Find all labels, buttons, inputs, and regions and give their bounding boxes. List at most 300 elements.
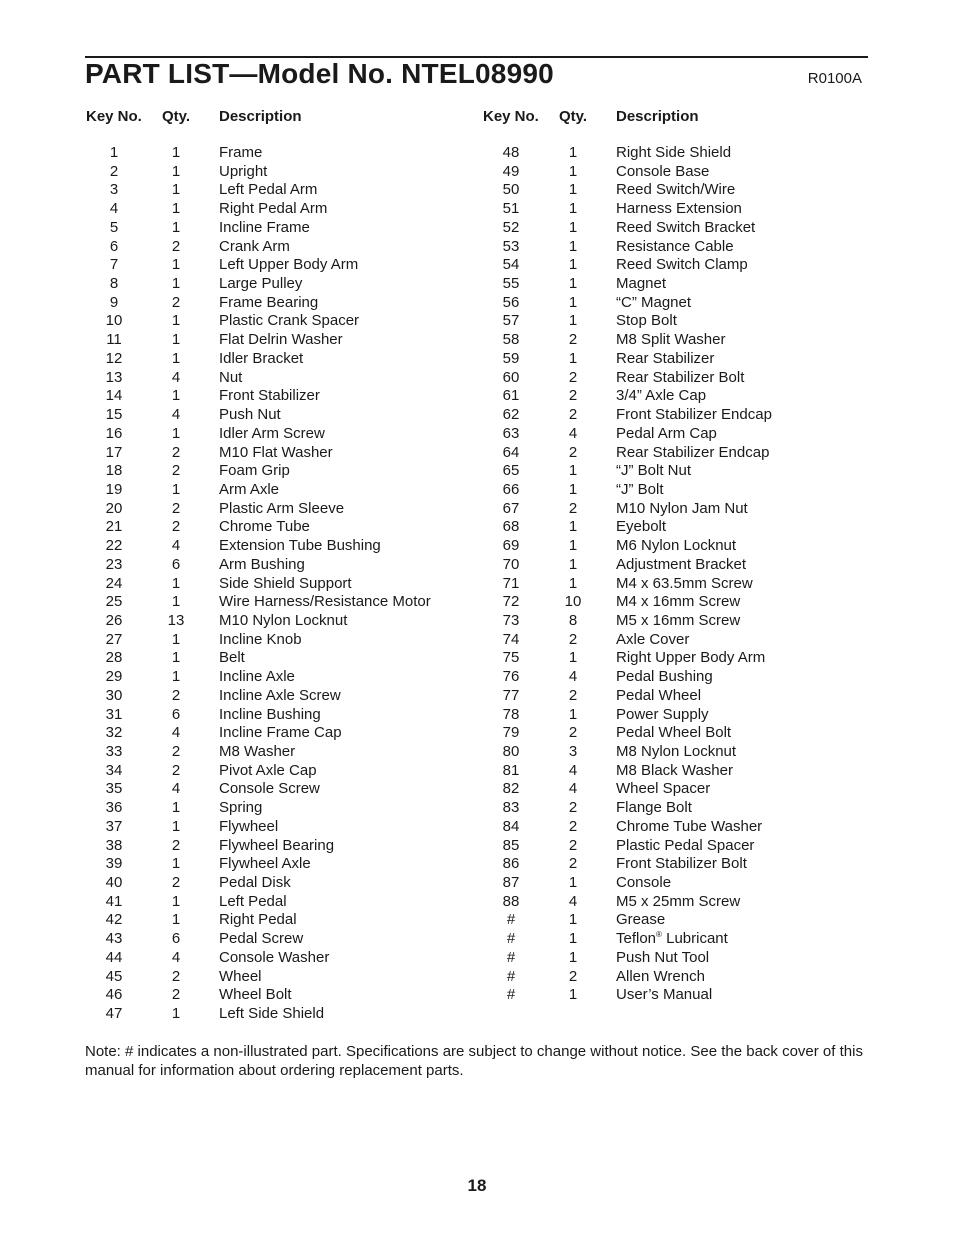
part-description-text: Front Stabilizer Bolt xyxy=(616,855,747,873)
part-description-text: Front Stabilizer xyxy=(219,387,320,405)
part-description-text: Incline Frame xyxy=(219,218,310,236)
part-qty: 4 xyxy=(568,892,578,910)
part-description-text: M8 Nylon Locknut xyxy=(616,743,737,760)
part-qty: 1 xyxy=(568,930,578,948)
part-key-no: 49 xyxy=(502,162,520,180)
part-qty: 1 xyxy=(568,518,578,536)
part-key-no: 62 xyxy=(502,406,520,424)
part-key-no: 83 xyxy=(502,799,520,817)
part-description xyxy=(219,556,305,575)
part-qty: 2 xyxy=(568,836,578,854)
part-qty: 1 xyxy=(568,948,578,966)
part-qty: 1 xyxy=(171,424,181,442)
part-description-text: Flat Delrin Washer xyxy=(219,331,343,349)
part-key-no: 43 xyxy=(105,930,123,948)
part-qty: 2 xyxy=(171,237,181,255)
part-description xyxy=(219,163,267,182)
part-description xyxy=(219,593,431,612)
part-key-no: 36 xyxy=(105,799,123,817)
part-description-text: Adjustment Bracket xyxy=(616,555,747,573)
part-description xyxy=(616,200,742,219)
part-qty: 1 xyxy=(568,649,578,667)
part-key-no: 51 xyxy=(502,200,520,218)
part-key-no: 70 xyxy=(502,555,520,573)
page-number: 18 xyxy=(467,1176,487,1195)
part-description xyxy=(616,818,762,837)
part-qty: 1 xyxy=(171,630,181,648)
part-qty: 1 xyxy=(171,480,181,498)
part-qty: 2 xyxy=(568,686,578,704)
part-description xyxy=(219,275,302,294)
part-description xyxy=(616,780,710,799)
part-qty: 2 xyxy=(568,967,578,985)
part-description-text: M10 Nylon Locknut xyxy=(219,611,348,629)
part-description xyxy=(616,181,735,200)
part-qty: 4 xyxy=(171,537,181,555)
part-qty: 1 xyxy=(171,574,181,592)
part-key-no: 54 xyxy=(502,256,520,274)
part-description-text: Incline Bushing xyxy=(219,705,321,723)
part-description-text: Reed Switch Clamp xyxy=(616,256,748,274)
part-qty: 1 xyxy=(171,799,181,817)
part-key-no: 35 xyxy=(105,780,123,798)
part-description xyxy=(616,425,717,444)
part-description xyxy=(219,369,242,388)
part-description xyxy=(219,537,381,556)
part-key-no: 60 xyxy=(502,368,520,386)
part-key-no: 22 xyxy=(105,537,123,555)
part-description xyxy=(219,481,279,500)
part-description-text: Wheel xyxy=(219,967,262,985)
part-qty: 1 xyxy=(171,275,181,293)
part-description xyxy=(219,855,311,874)
part-description xyxy=(616,986,712,1005)
part-description xyxy=(219,724,342,743)
part-key-no: 13 xyxy=(105,368,123,386)
part-description-text: M10 Nylon Jam Nut xyxy=(616,499,748,517)
part-description-text: Wheel Bolt xyxy=(219,986,292,1004)
part-description-text: 3/4” Axle Cap xyxy=(616,387,707,405)
part-qty: 1 xyxy=(568,986,578,1004)
part-key-no: 19 xyxy=(105,480,123,498)
part-description-text: Grease xyxy=(616,911,666,929)
part-qty: 1 xyxy=(171,892,181,910)
part-description xyxy=(219,780,320,799)
part-key-no: 23 xyxy=(105,555,123,573)
part-description-text: Eyebolt xyxy=(616,518,667,536)
part-description-text: Console Washer xyxy=(219,948,330,966)
part-description-text: Incline Frame Cap xyxy=(219,724,342,742)
part-description-text: Magnet xyxy=(616,275,667,293)
part-key-no: # xyxy=(506,948,516,966)
part-description-text: Arm Axle xyxy=(219,480,280,498)
part-description xyxy=(616,219,755,238)
part-description-text: Rear Stabilizer xyxy=(616,349,715,367)
part-description-text: Left Pedal xyxy=(219,892,287,910)
header-qty-left: Qty. xyxy=(162,108,191,125)
part-qty: 2 xyxy=(568,406,578,424)
part-qty: 2 xyxy=(568,630,578,648)
part-description xyxy=(616,874,671,893)
part-description xyxy=(219,406,281,425)
part-key-no: 86 xyxy=(502,855,520,873)
part-qty: 2 xyxy=(171,743,181,760)
part-description xyxy=(219,500,344,519)
part-description-text: Pedal Wheel Bolt xyxy=(616,724,732,742)
part-key-no: 84 xyxy=(502,817,520,835)
part-description-text: “J” Bolt Nut xyxy=(616,462,692,480)
part-description-text: Front Stabilizer Endcap xyxy=(616,406,772,424)
part-key-no: 9 xyxy=(109,293,119,311)
part-description-text: M4 x 16mm Screw xyxy=(616,593,741,611)
part-key-no: 65 xyxy=(502,462,520,480)
part-qty: 2 xyxy=(568,331,578,349)
part-key-no: 88 xyxy=(502,892,520,910)
part-qty: 1 xyxy=(568,462,578,480)
part-description xyxy=(219,762,317,781)
part-description xyxy=(219,818,278,837)
part-key-no: 4 xyxy=(109,200,119,218)
part-description xyxy=(616,631,689,650)
part-qty: 1 xyxy=(568,162,578,180)
part-qty: 1 xyxy=(171,649,181,667)
part-description-text: “J” Bolt xyxy=(616,480,664,498)
part-description-text: Axle Cover xyxy=(616,630,690,648)
part-description xyxy=(219,518,310,537)
part-description xyxy=(219,575,352,594)
part-key-no: 26 xyxy=(105,611,123,629)
part-description xyxy=(219,350,303,369)
part-description xyxy=(219,387,320,406)
part-description xyxy=(219,462,290,481)
part-qty: 13 xyxy=(167,611,185,629)
part-qty: 2 xyxy=(171,293,181,311)
part-description xyxy=(616,668,713,687)
part-qty: 4 xyxy=(568,424,578,442)
part-description xyxy=(616,294,691,313)
document-code: R0100A xyxy=(807,70,862,87)
part-description xyxy=(219,219,310,238)
part-description xyxy=(616,500,748,519)
part-qty: 2 xyxy=(568,817,578,835)
part-description-text: Stop Bolt xyxy=(616,312,677,330)
part-qty: 2 xyxy=(171,686,181,704)
part-qty: 2 xyxy=(171,499,181,517)
part-description xyxy=(616,593,740,612)
header-description-left: Description xyxy=(219,108,302,125)
part-description-text: Pedal Bushing xyxy=(616,668,713,686)
part-description-text: User’s Manual xyxy=(616,986,713,1004)
part-qty: 3 xyxy=(568,743,578,760)
part-qty: 4 xyxy=(568,761,578,779)
part-description xyxy=(219,144,262,163)
part-key-no: 57 xyxy=(502,312,520,330)
part-key-no: 14 xyxy=(105,387,123,405)
part-description xyxy=(219,687,341,706)
part-description xyxy=(616,256,748,275)
part-description xyxy=(219,874,291,893)
part-description-text: Chrome Tube Washer xyxy=(616,817,763,835)
part-key-no: 27 xyxy=(105,630,123,648)
part-description xyxy=(219,331,343,350)
part-key-no: 45 xyxy=(105,967,123,985)
part-key-no: 75 xyxy=(502,649,520,667)
part-qty: 1 xyxy=(171,312,181,330)
part-qty: 10 xyxy=(564,593,582,611)
part-description xyxy=(219,949,329,968)
part-qty: 1 xyxy=(171,593,181,611)
part-key-no: 53 xyxy=(502,237,520,255)
part-qty: 1 xyxy=(171,218,181,236)
part-key-no: 68 xyxy=(502,518,520,536)
part-description-text: Idler Arm Screw xyxy=(219,424,325,442)
part-description-text: Wire Harness/Resistance Motor xyxy=(219,593,431,611)
part-key-no: 77 xyxy=(502,686,520,704)
part-key-no: 6 xyxy=(109,237,119,255)
part-description xyxy=(219,911,297,930)
part-key-no: 48 xyxy=(502,144,520,161)
part-description xyxy=(616,312,677,331)
part-qty: 6 xyxy=(171,555,181,573)
part-description xyxy=(616,350,714,369)
part-description xyxy=(616,575,753,594)
part-description-text: Reed Switch/Wire xyxy=(616,181,736,199)
part-description-text: Left Upper Body Arm xyxy=(219,256,359,274)
part-description xyxy=(219,200,327,219)
part-description xyxy=(616,762,733,781)
part-description-text: Foam Grip xyxy=(219,462,290,480)
part-qty: 1 xyxy=(568,200,578,218)
part-key-no: 55 xyxy=(502,275,520,293)
page-title: PART LIST—Model No. NTEL08990 xyxy=(85,58,554,89)
part-description-text: Right Pedal xyxy=(219,911,297,929)
part-description-text: Pedal Arm Cap xyxy=(616,424,717,442)
part-description-text: Console Base xyxy=(616,162,710,180)
part-description xyxy=(616,518,666,537)
part-description xyxy=(616,462,691,481)
part-description-text: Belt xyxy=(219,649,245,667)
part-qty: 2 xyxy=(171,761,181,779)
header-qty-right: Qty. xyxy=(559,108,588,125)
part-description xyxy=(616,949,709,968)
part-description-text: Nut xyxy=(219,368,243,386)
part-key-no: 52 xyxy=(502,218,520,236)
part-description-text: “C” Magnet xyxy=(616,293,692,311)
part-key-no: 33 xyxy=(105,743,123,760)
part-qty: 1 xyxy=(568,293,578,311)
part-description xyxy=(219,631,302,650)
part-key-no: 80 xyxy=(502,743,520,760)
part-key-no: 32 xyxy=(105,724,123,742)
part-key-no: 41 xyxy=(105,892,123,910)
part-description-text: Plastic Arm Sleeve xyxy=(219,499,345,517)
part-qty: 2 xyxy=(568,724,578,742)
part-qty: 1 xyxy=(171,387,181,405)
part-description xyxy=(219,444,333,463)
part-key-no: # xyxy=(506,930,516,948)
part-qty: 2 xyxy=(568,855,578,873)
part-qty: 4 xyxy=(568,668,578,686)
part-description-text: Flywheel Axle xyxy=(219,855,311,873)
part-description-text: Idler Bracket xyxy=(219,349,304,367)
part-key-no: 58 xyxy=(502,331,520,349)
part-key-no: 8 xyxy=(109,275,119,293)
part-description xyxy=(616,387,706,406)
part-qty: 1 xyxy=(171,668,181,686)
part-description-text: Console xyxy=(616,874,672,892)
part-qty: 1 xyxy=(171,855,181,873)
part-key-no: 85 xyxy=(502,836,520,854)
part-description-text: M8 Split Washer xyxy=(616,331,726,349)
part-description-text: Right Upper Body Arm xyxy=(616,649,766,667)
part-key-no: 37 xyxy=(105,817,123,835)
part-description xyxy=(616,893,740,912)
part-description-text: Plastic Crank Spacer xyxy=(219,312,360,330)
part-key-no: 69 xyxy=(502,537,520,555)
part-key-no: # xyxy=(506,986,516,1004)
header-description-right: Description xyxy=(616,108,699,125)
part-key-no: 25 xyxy=(105,593,123,611)
part-description-text: Flywheel xyxy=(219,817,279,835)
part-description xyxy=(616,911,665,930)
part-key-no: 3 xyxy=(109,181,119,199)
part-key-no: 47 xyxy=(105,1005,123,1023)
part-key-no: 20 xyxy=(105,499,123,517)
part-key-no: 38 xyxy=(105,836,123,854)
part-qty: 4 xyxy=(171,948,181,966)
part-description xyxy=(219,986,292,1005)
part-description-text: Upright xyxy=(219,162,268,180)
part-description-text: Rear Stabilizer Bolt xyxy=(616,368,745,386)
part-qty: 6 xyxy=(171,930,181,948)
part-key-no: 21 xyxy=(105,518,123,536)
part-description xyxy=(616,238,734,257)
part-key-no: 67 xyxy=(502,499,520,517)
part-description-text: Resistance Cable xyxy=(616,237,734,255)
part-description-text: Incline Knob xyxy=(219,630,302,648)
part-qty: 1 xyxy=(568,555,578,573)
part-description-text: Flange Bolt xyxy=(616,799,692,817)
part-key-no: 15 xyxy=(105,406,123,424)
part-key-no: 74 xyxy=(502,630,520,648)
part-key-no: 17 xyxy=(105,443,123,461)
part-description xyxy=(616,706,709,725)
part-key-no: 2 xyxy=(109,162,119,180)
part-description-text: M8 Black Washer xyxy=(616,761,733,779)
part-description-text: Incline Axle Screw xyxy=(219,686,341,704)
part-description-text: Left Side Shield xyxy=(219,1005,325,1023)
registered-mark: ® xyxy=(656,930,662,940)
part-qty: 2 xyxy=(171,874,181,892)
part-key-no: 40 xyxy=(105,874,123,892)
part-description-text: Left Pedal Arm xyxy=(219,181,318,199)
part-qty: 1 xyxy=(171,911,181,929)
part-description xyxy=(616,799,692,818)
part-key-no: 5 xyxy=(109,218,119,236)
part-description xyxy=(616,968,705,987)
part-qty: 1 xyxy=(171,1005,181,1023)
part-qty: 6 xyxy=(171,705,181,723)
part-key-no: 66 xyxy=(502,480,520,498)
part-qty: 2 xyxy=(171,443,181,461)
part-key-no: 12 xyxy=(105,349,123,367)
part-qty: 1 xyxy=(568,181,578,199)
part-qty: 2 xyxy=(568,368,578,386)
part-qty: 1 xyxy=(171,349,181,367)
part-description xyxy=(616,687,701,706)
part-description xyxy=(616,724,731,743)
part-key-no: 50 xyxy=(502,181,520,199)
part-key-no: 44 xyxy=(105,948,123,966)
part-qty: 2 xyxy=(568,499,578,517)
part-description-text: M10 Flat Washer xyxy=(219,443,333,461)
part-description xyxy=(219,256,358,275)
part-qty: 2 xyxy=(171,518,181,536)
part-qty: 2 xyxy=(568,443,578,461)
part-qty: 1 xyxy=(568,480,578,498)
part-description xyxy=(616,743,736,762)
part-description-text: M5 x 25mm Screw xyxy=(616,892,741,910)
part-description-text: Power Supply xyxy=(616,705,709,723)
part-key-no: 1 xyxy=(109,144,119,161)
part-description xyxy=(616,649,765,668)
part-description xyxy=(616,275,666,294)
part-description xyxy=(616,537,736,556)
part-qty: 1 xyxy=(568,537,578,555)
part-key-no: 29 xyxy=(105,668,123,686)
part-description xyxy=(219,612,347,631)
part-key-no: 59 xyxy=(502,349,520,367)
part-key-no: 30 xyxy=(105,686,123,704)
part-description xyxy=(219,799,262,818)
part-key-no: 24 xyxy=(105,574,123,592)
part-qty: 1 xyxy=(568,574,578,592)
part-key-no: 81 xyxy=(502,761,520,779)
part-description-text: Rear Stabilizer Endcap xyxy=(616,443,770,461)
part-description-text: M4 x 63.5mm Screw xyxy=(616,574,753,592)
part-key-no: 82 xyxy=(502,780,520,798)
part-qty: 2 xyxy=(171,986,181,1004)
part-key-no: 73 xyxy=(502,611,520,629)
part-description xyxy=(616,855,747,874)
part-qty: 1 xyxy=(568,256,578,274)
part-key-no: 46 xyxy=(105,986,123,1004)
part-description xyxy=(616,612,740,631)
part-description-text: Frame xyxy=(219,144,263,161)
part-qty: 1 xyxy=(171,181,181,199)
part-description-text: Pedal Screw xyxy=(219,930,304,948)
part-qty: 1 xyxy=(171,256,181,274)
part-key-no: 11 xyxy=(106,331,122,349)
part-description xyxy=(219,837,334,856)
part-description-text: Pivot Axle Cap xyxy=(219,761,317,779)
part-description xyxy=(616,556,746,575)
part-description-text: Arm Bushing xyxy=(219,555,305,573)
part-qty: 4 xyxy=(171,724,181,742)
part-description-suffix: Lubricant xyxy=(661,930,728,948)
part-qty: 2 xyxy=(568,799,578,817)
part-description xyxy=(219,1005,324,1024)
part-description xyxy=(616,444,769,463)
part-qty: 1 xyxy=(171,144,181,161)
header-key-no-right: Key No. xyxy=(483,108,539,125)
part-description-text: Large Pulley xyxy=(219,275,303,293)
part-description xyxy=(616,930,728,949)
part-description-text: Reed Switch Bracket xyxy=(616,218,756,236)
part-qty: 1 xyxy=(568,144,578,161)
part-key-no: 72 xyxy=(502,593,520,611)
part-description-text: Wheel Spacer xyxy=(616,780,711,798)
